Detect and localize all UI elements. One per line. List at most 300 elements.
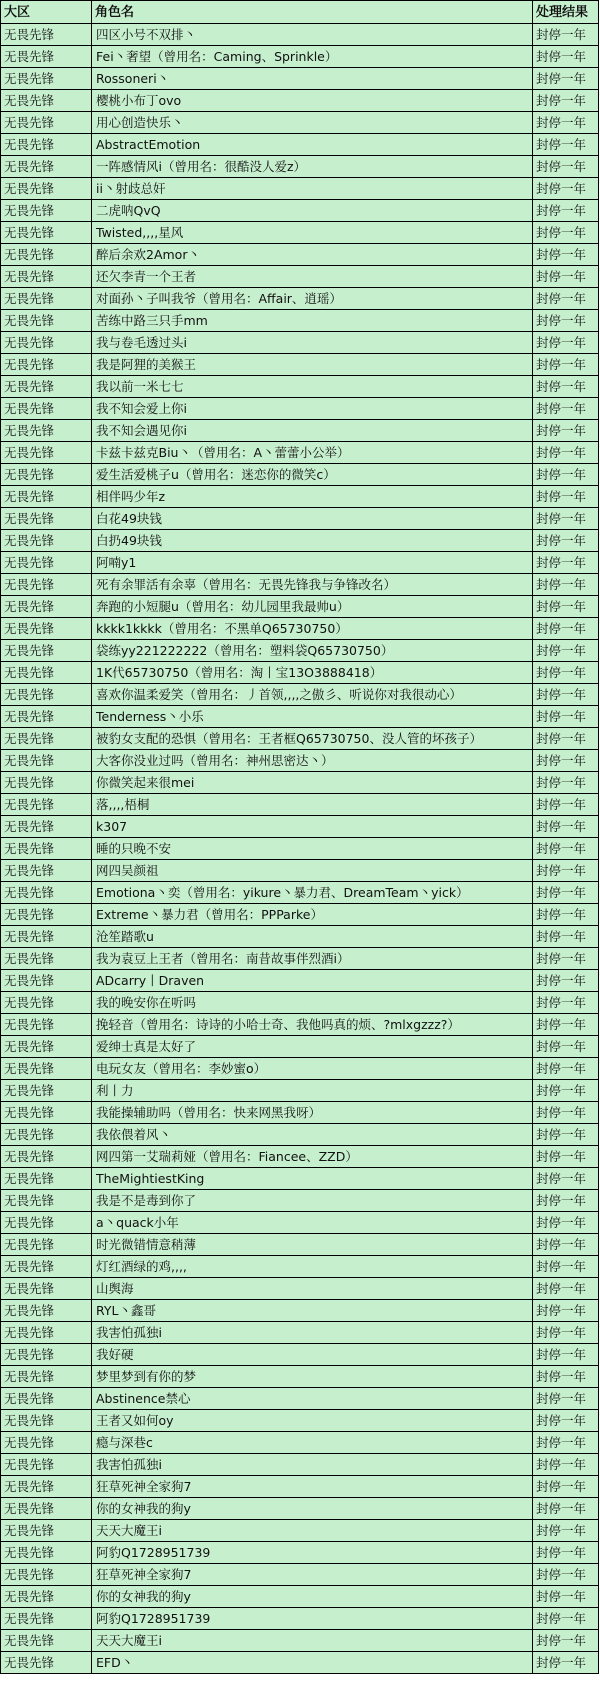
region-cell: 无畏先锋 (1, 596, 92, 618)
region-cell: 无畏先锋 (1, 772, 92, 794)
table-row (1, 618, 599, 640)
character-name-cell: Extreme丶暴力君（曾用名：PPParke） (92, 904, 533, 926)
region-cell: 无畏先锋 (1, 1124, 92, 1146)
table-row (1, 1300, 599, 1322)
character-name-cell: 用心创造快乐丶 (92, 112, 533, 134)
table-row (1, 508, 599, 530)
table-row (1, 1212, 599, 1234)
result-cell: 封停一年 (533, 662, 599, 684)
table-row (1, 112, 599, 134)
character-name-cell: 我好硬 (92, 1344, 533, 1366)
table-row (1, 332, 599, 354)
table-row (1, 354, 599, 376)
result-cell: 封停一年 (533, 1256, 599, 1278)
region-cell: 无畏先锋 (1, 464, 92, 486)
character-name-cell: 我与卷毛透过头i (92, 332, 533, 354)
result-cell: 封停一年 (533, 134, 599, 156)
table-row (1, 1520, 599, 1542)
result-cell: 封停一年 (533, 1080, 599, 1102)
result-cell: 封停一年 (533, 1124, 599, 1146)
character-name-cell: EFD丶 (92, 1652, 533, 1674)
table-row (1, 1146, 599, 1168)
result-cell: 封停一年 (533, 90, 599, 112)
table-row (1, 1586, 599, 1608)
result-cell: 封停一年 (533, 1278, 599, 1300)
region-cell: 无畏先锋 (1, 508, 92, 530)
table-row (1, 420, 599, 442)
character-name-cell: 白花49块钱 (92, 508, 533, 530)
character-name-cell: Rossoneri丶 (92, 68, 533, 90)
header-result: 处理结果 (533, 1, 599, 24)
result-cell: 封停一年 (533, 288, 599, 310)
region-cell: 无畏先锋 (1, 640, 92, 662)
table-row (1, 1608, 599, 1630)
table-row (1, 156, 599, 178)
character-name-cell: 卡兹卡兹克Biu丶（曾用名：A丶蕾蕾小公举） (92, 442, 533, 464)
table-row (1, 574, 599, 596)
character-name-cell: 网四吴颜祖 (92, 860, 533, 882)
table-row (1, 970, 599, 992)
character-name-cell: 天天大魔王i (92, 1520, 533, 1542)
table-row (1, 464, 599, 486)
character-name-cell: 阿豹Q1728951739 (92, 1542, 533, 1564)
region-cell: 无畏先锋 (1, 1278, 92, 1300)
table-row (1, 1630, 599, 1652)
table-row (1, 288, 599, 310)
character-name-cell: 网四第一艾瑞莉娅（曾用名：Fiancee、ZZD） (92, 1146, 533, 1168)
region-cell: 无畏先锋 (1, 1410, 92, 1432)
character-name-cell: Emotiona丶奕（曾用名：yikure丶暴力君、DreamTeam丶yick） (92, 882, 533, 904)
result-cell: 封停一年 (533, 332, 599, 354)
region-cell: 无畏先锋 (1, 134, 92, 156)
table-row (1, 200, 599, 222)
result-cell: 封停一年 (533, 266, 599, 288)
region-cell: 无畏先锋 (1, 1388, 92, 1410)
character-name-cell: 爱生活爱桃子u（曾用名：迷恋你的微笑c） (92, 464, 533, 486)
result-cell: 封停一年 (533, 464, 599, 486)
result-cell: 封停一年 (533, 112, 599, 134)
result-cell: 封停一年 (533, 420, 599, 442)
result-cell: 封停一年 (533, 1212, 599, 1234)
table-row (1, 882, 599, 904)
region-cell: 无畏先锋 (1, 442, 92, 464)
result-cell: 封停一年 (533, 926, 599, 948)
character-name-cell: 我能操辅助吗（曾用名：快来网黑我呀） (92, 1102, 533, 1124)
table-row (1, 1014, 599, 1036)
region-cell: 无畏先锋 (1, 530, 92, 552)
character-name-cell: TheMightiestKing (92, 1168, 533, 1190)
character-name-cell: ii丶射歧总奸 (92, 178, 533, 200)
result-cell: 封停一年 (533, 860, 599, 882)
table-row (1, 926, 599, 948)
character-name-cell: k307 (92, 816, 533, 838)
result-cell: 封停一年 (533, 684, 599, 706)
region-cell: 无畏先锋 (1, 860, 92, 882)
result-cell: 封停一年 (533, 728, 599, 750)
result-cell: 封停一年 (533, 1036, 599, 1058)
table-row (1, 68, 599, 90)
region-cell: 无畏先锋 (1, 750, 92, 772)
result-cell: 封停一年 (533, 750, 599, 772)
table-row (1, 244, 599, 266)
character-name-cell: 电玩女友（曾用名：李妙蜜o） (92, 1058, 533, 1080)
result-cell: 封停一年 (533, 1234, 599, 1256)
character-name-cell: 阿豹Q1728951739 (92, 1608, 533, 1630)
result-cell: 封停一年 (533, 354, 599, 376)
region-cell: 无畏先锋 (1, 1432, 92, 1454)
region-cell: 无畏先锋 (1, 1256, 92, 1278)
table-row (1, 24, 599, 46)
character-name-cell: 山舆海 (92, 1278, 533, 1300)
character-name-cell: Tenderness丶小乐 (92, 706, 533, 728)
region-cell: 无畏先锋 (1, 1058, 92, 1080)
table-row (1, 1080, 599, 1102)
header-region: 大区 (1, 1, 92, 24)
region-cell: 无畏先锋 (1, 904, 92, 926)
table-row (1, 684, 599, 706)
table-row (1, 1366, 599, 1388)
table-row (1, 838, 599, 860)
result-cell: 封停一年 (533, 1102, 599, 1124)
region-cell: 无畏先锋 (1, 618, 92, 640)
region-cell: 无畏先锋 (1, 728, 92, 750)
region-cell: 无畏先锋 (1, 24, 92, 46)
table-row (1, 1124, 599, 1146)
table-body (1, 24, 599, 1674)
character-name-cell: 一阵感情风i（曾用名：很酷没人爱z） (92, 156, 533, 178)
character-name-cell: 你微笑起来很mei (92, 772, 533, 794)
character-name-cell: 被豹女支配的恐惧（曾用名：王者框Q65730750、没人管的坏孩子） (92, 728, 533, 750)
table-row (1, 134, 599, 156)
region-cell: 无畏先锋 (1, 244, 92, 266)
region-cell: 无畏先锋 (1, 200, 92, 222)
result-cell: 封停一年 (533, 640, 599, 662)
result-cell: 封停一年 (533, 772, 599, 794)
region-cell: 无畏先锋 (1, 1212, 92, 1234)
character-name-cell: 大客你没业过吗（曾用名：神州思密达丶） (92, 750, 533, 772)
result-cell: 封停一年 (533, 1344, 599, 1366)
character-name-cell: 瘾与深巷c (92, 1432, 533, 1454)
table-row (1, 640, 599, 662)
region-cell: 无畏先锋 (1, 992, 92, 1014)
header-row (1, 1, 599, 24)
region-cell: 无畏先锋 (1, 1234, 92, 1256)
table-row (1, 1234, 599, 1256)
character-name-cell: 二虎呐QvQ (92, 200, 533, 222)
result-cell: 封停一年 (533, 244, 599, 266)
region-cell: 无畏先锋 (1, 1014, 92, 1036)
table-row (1, 1278, 599, 1300)
table-row (1, 1036, 599, 1058)
result-cell: 封停一年 (533, 1564, 599, 1586)
character-name-cell: 你的女神我的狗y (92, 1586, 533, 1608)
result-cell: 封停一年 (533, 596, 599, 618)
character-name-cell: 对面孙丶子叫我爷（曾用名：Affair、逍瑶） (92, 288, 533, 310)
region-cell: 无畏先锋 (1, 1454, 92, 1476)
result-cell: 封停一年 (533, 1168, 599, 1190)
region-cell: 无畏先锋 (1, 684, 92, 706)
region-cell: 无畏先锋 (1, 1080, 92, 1102)
result-cell: 封停一年 (533, 508, 599, 530)
result-cell: 封停一年 (533, 68, 599, 90)
table-row (1, 398, 599, 420)
region-cell: 无畏先锋 (1, 332, 92, 354)
region-cell: 无畏先锋 (1, 552, 92, 574)
table-row (1, 530, 599, 552)
result-cell: 封停一年 (533, 970, 599, 992)
character-name-cell: 利丨力 (92, 1080, 533, 1102)
region-cell: 无畏先锋 (1, 574, 92, 596)
region-cell: 无畏先锋 (1, 1344, 92, 1366)
region-cell: 无畏先锋 (1, 222, 92, 244)
region-cell: 无畏先锋 (1, 1146, 92, 1168)
region-cell: 无畏先锋 (1, 662, 92, 684)
result-cell: 封停一年 (533, 24, 599, 46)
result-cell: 封停一年 (533, 1586, 599, 1608)
table-row (1, 1322, 599, 1344)
character-name-cell: 沧笙踏歌u (92, 926, 533, 948)
region-cell: 无畏先锋 (1, 970, 92, 992)
table-row (1, 46, 599, 68)
region-cell: 无畏先锋 (1, 706, 92, 728)
table-row (1, 992, 599, 1014)
table-row (1, 662, 599, 684)
table-row (1, 552, 599, 574)
result-cell: 封停一年 (533, 530, 599, 552)
result-cell: 封停一年 (533, 310, 599, 332)
character-name-cell: 我是阿狸的美猴王 (92, 354, 533, 376)
table-row (1, 1168, 599, 1190)
result-cell: 封停一年 (533, 178, 599, 200)
character-name-cell: kkkk1kkkk（曾用名：不黑单Q65730750） (92, 618, 533, 640)
table-row (1, 222, 599, 244)
header-character-name: 角色名 (92, 1, 533, 24)
table-row (1, 266, 599, 288)
result-cell: 封停一年 (533, 992, 599, 1014)
character-name-cell: 死有余罪活有余辜（曾用名：无畏先锋我与争锋改名） (92, 574, 533, 596)
table-row (1, 1256, 599, 1278)
character-name-cell: 我依偎着风丶 (92, 1124, 533, 1146)
result-cell: 封停一年 (533, 1476, 599, 1498)
table-row (1, 772, 599, 794)
character-name-cell: 樱桃小布丁ovo (92, 90, 533, 112)
table-row (1, 90, 599, 112)
region-cell: 无畏先锋 (1, 1300, 92, 1322)
region-cell: 无畏先锋 (1, 90, 92, 112)
result-cell: 封停一年 (533, 1652, 599, 1674)
region-cell: 无畏先锋 (1, 1520, 92, 1542)
result-cell: 封停一年 (533, 882, 599, 904)
character-name-cell: 1K代65730750（曾用名：淘丨宝13O3888418） (92, 662, 533, 684)
character-name-cell: 阿喃y1 (92, 552, 533, 574)
table-row (1, 750, 599, 772)
table-row (1, 596, 599, 618)
character-name-cell: 苦练中路三只手mm (92, 310, 533, 332)
table-row (1, 948, 599, 970)
character-name-cell: 我害怕孤独i (92, 1322, 533, 1344)
region-cell: 无畏先锋 (1, 178, 92, 200)
character-name-cell: 睡的只晚不安 (92, 838, 533, 860)
character-name-cell: Twisted,,,,星风 (92, 222, 533, 244)
region-cell: 无畏先锋 (1, 1586, 92, 1608)
character-name-cell: 落,,,,梧桐 (92, 794, 533, 816)
result-cell: 封停一年 (533, 1300, 599, 1322)
result-cell: 封停一年 (533, 1630, 599, 1652)
character-name-cell: 你的女神我的狗y (92, 1498, 533, 1520)
table-row (1, 904, 599, 926)
result-cell: 封停一年 (533, 1366, 599, 1388)
region-cell: 无畏先锋 (1, 1476, 92, 1498)
region-cell: 无畏先锋 (1, 1102, 92, 1124)
table-row (1, 1564, 599, 1586)
character-name-cell: AbstractEmotion (92, 134, 533, 156)
result-cell: 封停一年 (533, 1058, 599, 1080)
character-name-cell: 灯红酒绿的鸡,,,, (92, 1256, 533, 1278)
character-name-cell: 天天大魔王i (92, 1630, 533, 1652)
character-name-cell: 四区小号不双排丶 (92, 24, 533, 46)
result-cell: 封停一年 (533, 200, 599, 222)
result-cell: 封停一年 (533, 1146, 599, 1168)
region-cell: 无畏先锋 (1, 46, 92, 68)
character-name-cell: 我是不是毒到你了 (92, 1190, 533, 1212)
character-name-cell: 狂草死神全家狗7 (92, 1476, 533, 1498)
region-cell: 无畏先锋 (1, 420, 92, 442)
result-cell: 封停一年 (533, 552, 599, 574)
table-row (1, 310, 599, 332)
table-row (1, 1454, 599, 1476)
table-row (1, 1432, 599, 1454)
region-cell: 无畏先锋 (1, 1168, 92, 1190)
region-cell: 无畏先锋 (1, 1036, 92, 1058)
region-cell: 无畏先锋 (1, 266, 92, 288)
table-row (1, 376, 599, 398)
character-name-cell: 时光微错情意稍薄 (92, 1234, 533, 1256)
table-row (1, 1476, 599, 1498)
table-row (1, 1344, 599, 1366)
character-name-cell: 醉后余欢2Amor丶 (92, 244, 533, 266)
result-cell: 封停一年 (533, 1388, 599, 1410)
result-cell: 封停一年 (533, 442, 599, 464)
table-row (1, 1652, 599, 1674)
character-name-cell: 奔跑的小短腿u（曾用名：幼儿园里我最帅u） (92, 596, 533, 618)
result-cell: 封停一年 (533, 1498, 599, 1520)
table-row (1, 1410, 599, 1432)
region-cell: 无畏先锋 (1, 794, 92, 816)
table-row (1, 1542, 599, 1564)
region-cell: 无畏先锋 (1, 1564, 92, 1586)
character-name-cell: 挽轻音（曾用名：诗诗的小哈士奇、我他吗真的烦、?mlxgzzz?） (92, 1014, 533, 1036)
character-name-cell: 喜欢你温柔爱笑（曾用名：丿首领,,,,之傲彡、听说你对我很动心） (92, 684, 533, 706)
region-cell: 无畏先锋 (1, 398, 92, 420)
character-name-cell: Fei丶奢望（曾用名：Caming、Sprinkle） (92, 46, 533, 68)
region-cell: 无畏先锋 (1, 288, 92, 310)
region-cell: 无畏先锋 (1, 112, 92, 134)
region-cell: 无畏先锋 (1, 1542, 92, 1564)
character-name-cell: 还欠李青一个王者 (92, 266, 533, 288)
result-cell: 封停一年 (533, 948, 599, 970)
result-cell: 封停一年 (533, 46, 599, 68)
character-name-cell: RYL丶鑫哥 (92, 1300, 533, 1322)
result-cell: 封停一年 (533, 904, 599, 926)
region-cell: 无畏先锋 (1, 1498, 92, 1520)
region-cell: 无畏先锋 (1, 1366, 92, 1388)
character-name-cell: 相伴吗少年z (92, 486, 533, 508)
character-name-cell: 我的晚安你在听吗 (92, 992, 533, 1014)
character-name-cell: 爱绅士真是太好了 (92, 1036, 533, 1058)
result-cell: 封停一年 (533, 1520, 599, 1542)
region-cell: 无畏先锋 (1, 1608, 92, 1630)
result-cell: 封停一年 (533, 706, 599, 728)
region-cell: 无畏先锋 (1, 1190, 92, 1212)
result-cell: 封停一年 (533, 1432, 599, 1454)
character-name-cell: 我不知会爱上你i (92, 398, 533, 420)
table-row (1, 706, 599, 728)
table-row (1, 442, 599, 464)
region-cell: 无畏先锋 (1, 486, 92, 508)
character-name-cell: 我不知会遇见你i (92, 420, 533, 442)
result-cell: 封停一年 (533, 816, 599, 838)
result-cell: 封停一年 (533, 1014, 599, 1036)
table-row (1, 1498, 599, 1520)
table-row (1, 1102, 599, 1124)
result-cell: 封停一年 (533, 1190, 599, 1212)
character-name-cell: 狂草死神全家狗7 (92, 1564, 533, 1586)
region-cell: 无畏先锋 (1, 948, 92, 970)
result-cell: 封停一年 (533, 156, 599, 178)
result-cell: 封停一年 (533, 618, 599, 640)
result-cell: 封停一年 (533, 1322, 599, 1344)
result-cell: 封停一年 (533, 1608, 599, 1630)
table-row (1, 816, 599, 838)
character-name-cell: 梦里梦到有你的梦 (92, 1366, 533, 1388)
region-cell: 无畏先锋 (1, 838, 92, 860)
region-cell: 无畏先锋 (1, 926, 92, 948)
table-row (1, 794, 599, 816)
result-cell: 封停一年 (533, 794, 599, 816)
character-name-cell: Abstinence禁心 (92, 1388, 533, 1410)
result-cell: 封停一年 (533, 1542, 599, 1564)
result-cell: 封停一年 (533, 838, 599, 860)
character-name-cell: 袋练yy221222222（曾用名：塑料袋Q65730750） (92, 640, 533, 662)
result-cell: 封停一年 (533, 1454, 599, 1476)
region-cell: 无畏先锋 (1, 68, 92, 90)
character-name-cell: 我为袁豆上王者（曾用名：南昔故事伴烈酒i） (92, 948, 533, 970)
region-cell: 无畏先锋 (1, 156, 92, 178)
region-cell: 无畏先锋 (1, 1652, 92, 1674)
table-row (1, 178, 599, 200)
result-cell: 封停一年 (533, 486, 599, 508)
table-row (1, 1190, 599, 1212)
character-name-cell: 白扔49块钱 (92, 530, 533, 552)
region-cell: 无畏先锋 (1, 310, 92, 332)
result-cell: 封停一年 (533, 398, 599, 420)
region-cell: 无畏先锋 (1, 882, 92, 904)
table-row (1, 1058, 599, 1080)
result-cell: 封停一年 (533, 222, 599, 244)
character-name-cell: ADcarry丨Draven (92, 970, 533, 992)
region-cell: 无畏先锋 (1, 1322, 92, 1344)
region-cell: 无畏先锋 (1, 354, 92, 376)
table-row (1, 728, 599, 750)
character-name-cell: 我害怕孤独i (92, 1454, 533, 1476)
table-row (1, 860, 599, 882)
character-name-cell: a丶quack小年 (92, 1212, 533, 1234)
result-cell: 封停一年 (533, 376, 599, 398)
character-name-cell: 王者又如何oy (92, 1410, 533, 1432)
result-cell: 封停一年 (533, 1410, 599, 1432)
table-row (1, 486, 599, 508)
result-cell: 封停一年 (533, 574, 599, 596)
